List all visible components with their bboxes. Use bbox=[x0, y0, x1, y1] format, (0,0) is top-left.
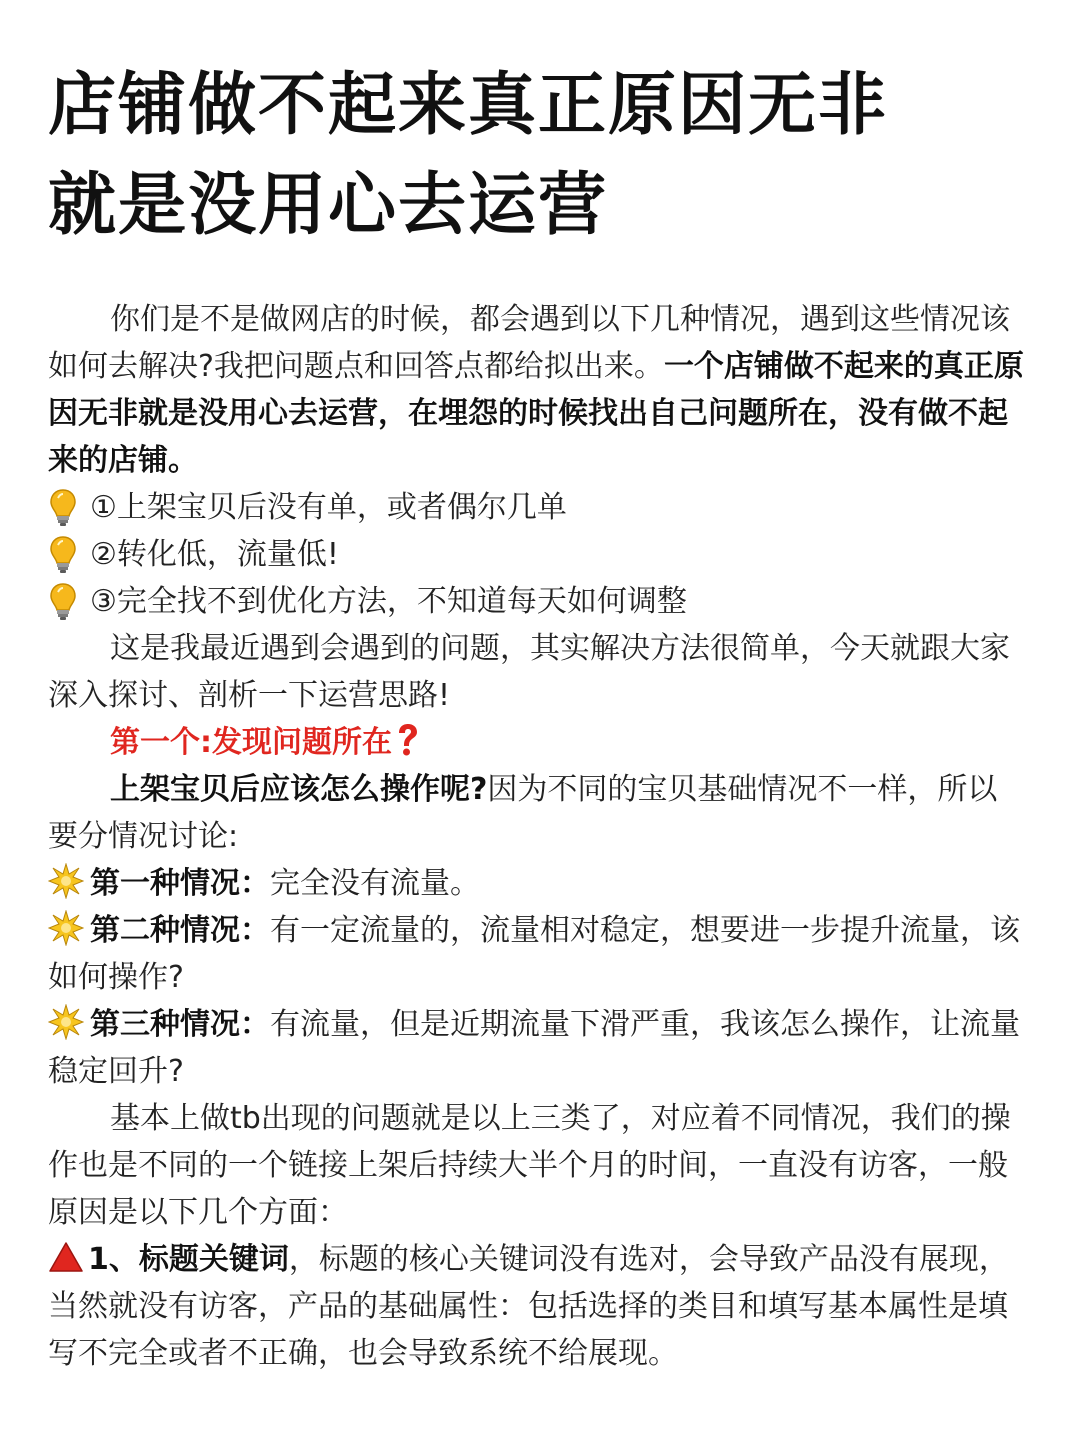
paragraph-3: 基本上做tb出现的问题就是以上三类了，对应着不同情况，我们的操作也是不同的一个链接上架后持续大半个月的时间，一直没有访客，一般原因是以下几个方面： bbox=[48, 1101, 1011, 1230]
section-1-heading-text: 第一个:发现问题所在 bbox=[110, 725, 392, 760]
paragraph-2: 这是我最近遇到会遇到的问题，其实解决方法很简单，今天就跟大家深入探讨、剖析一下运营思路! bbox=[48, 631, 1010, 713]
title-line-1: 店铺做不起来真正原因无非 bbox=[48, 66, 889, 145]
problem-item bbox=[48, 531, 1026, 578]
intro-paragraph bbox=[48, 296, 1026, 484]
problem-text: ③完全找不到优化方法，不知道每天如何调整 bbox=[90, 584, 687, 619]
problem-text: ①上架宝贝后没有单，或者偶尔几单 bbox=[90, 490, 567, 525]
case-item bbox=[48, 860, 1026, 907]
intro-bold-text: 一个店铺做不起来的真正原因无非就是没用心去运营，在埋怨的时候找出自己问题所在，没有做不起来的店铺。 bbox=[48, 349, 1024, 478]
intro-text: 你们是不是做网店的时候，都会遇到以下几种情况，遇到这些情况该如何去解决?我把问题点和回答点都给拟出来。 bbox=[48, 302, 1010, 384]
point-1-text: ，标题的核心关键词没有选对，会导致产品没有展现，当然就没有访客，产品的基础属性：包括选择的类目和填写基本属性是填写不完全或者不正确，也会导致系统不给展现。 bbox=[48, 1242, 1009, 1371]
page-title bbox=[48, 56, 1038, 256]
star-icon bbox=[48, 910, 84, 946]
problem-text: ②转化低，流量低! bbox=[90, 537, 339, 572]
star-icon bbox=[48, 863, 84, 899]
case-text: 有一定流量的，流量相对稳定，想要进一步提升流量，该如何操作? bbox=[48, 913, 1020, 995]
article-body bbox=[48, 296, 1026, 1377]
case-label: 第三种情况： bbox=[90, 1007, 270, 1042]
case-label: 第二种情况： bbox=[90, 913, 270, 948]
case-item bbox=[48, 907, 1026, 1001]
question-mark-icon bbox=[394, 722, 420, 758]
case-text: 完全没有流量。 bbox=[270, 866, 480, 901]
case-text: 有流量，但是近期流量下滑严重，我该怎么操作，让流量稳定回升? bbox=[48, 1007, 1020, 1089]
star-icon bbox=[48, 1004, 84, 1040]
problem-item bbox=[48, 578, 1026, 625]
section-1-bold-lead: 上架宝贝后应该怎么操作呢? bbox=[110, 772, 488, 807]
problem-item bbox=[48, 484, 1026, 531]
section-1-heading bbox=[48, 719, 1026, 766]
case-item bbox=[48, 1001, 1026, 1095]
lightbulb-icon bbox=[48, 582, 78, 622]
case-label: 第一种情况： bbox=[90, 866, 270, 901]
point-1 bbox=[48, 1236, 1026, 1377]
section-1-intro bbox=[48, 766, 1026, 860]
point-1-label: 1、标题关键词 bbox=[88, 1242, 289, 1277]
lightbulb-icon bbox=[48, 535, 78, 575]
title-line-2: 就是没用心去运营 bbox=[48, 166, 609, 245]
section-1-text: 因为不同的宝贝基础情况不一样，所以要分情况讨论: bbox=[48, 772, 998, 854]
lightbulb-icon bbox=[48, 488, 78, 528]
warning-triangle-icon bbox=[48, 1241, 84, 1273]
